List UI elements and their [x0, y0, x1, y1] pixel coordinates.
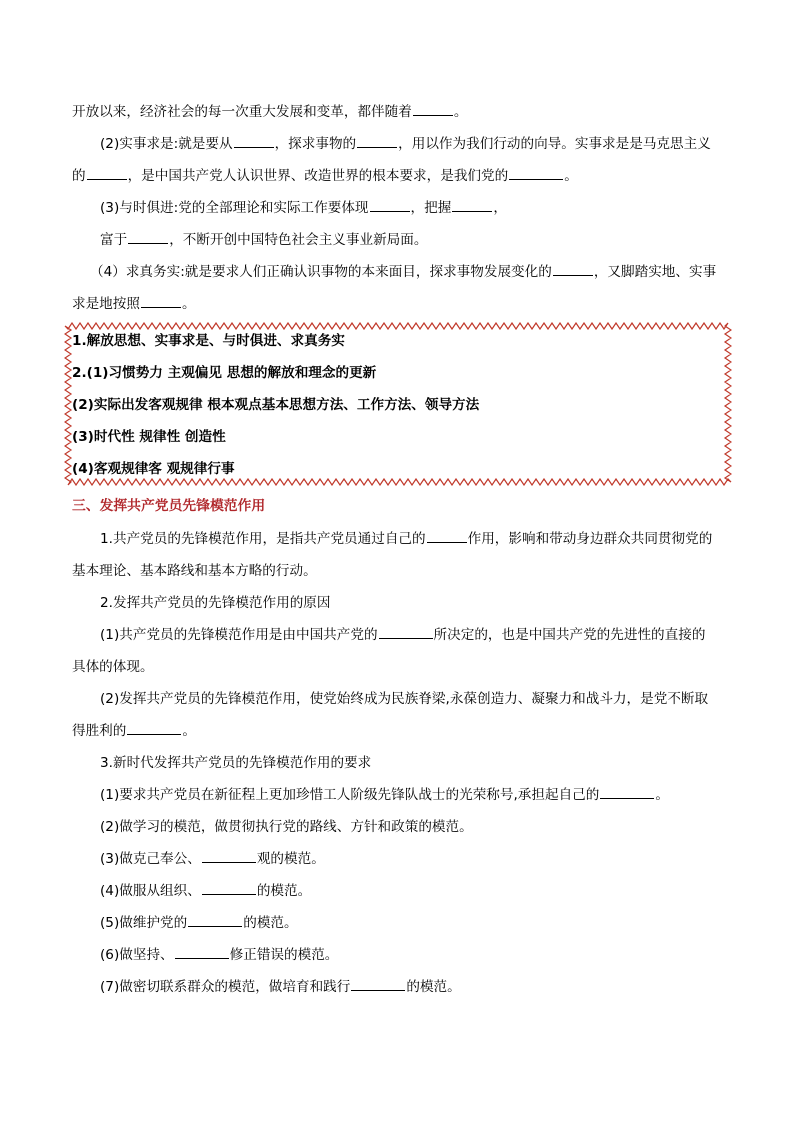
fill-blank[interactable]	[141, 295, 181, 308]
text-line	[100, 199, 507, 217]
text-line: 具体的体现。	[72, 659, 154, 675]
text: 得胜利的	[72, 723, 127, 739]
text: ，又脚踏实地、实事	[593, 264, 717, 280]
text: 的模范。	[256, 883, 312, 899]
fill-blank[interactable]	[127, 722, 181, 735]
text-line	[100, 914, 298, 932]
text: (1)共产党员的先锋模范作用是由中国共产党的	[100, 627, 378, 643]
fill-blank[interactable]	[600, 786, 654, 799]
text-line: 3.新时代发挥共产党员的先锋模范作用的要求	[100, 755, 372, 771]
fill-blank[interactable]	[413, 103, 453, 116]
text: ，不断开创中国特色社会主义事业新局面。	[169, 232, 428, 248]
text: (3)做克己奉公、	[100, 851, 201, 867]
answer-line: 1.解放思想、实事求是、与时俱进、求真务实	[72, 333, 345, 349]
text: (6)做坚持、	[100, 947, 174, 963]
fill-blank[interactable]	[509, 167, 563, 180]
text-line	[100, 882, 311, 900]
section-heading: 三、发挥共产党员先锋模范作用	[72, 498, 266, 514]
text: 的模范。	[243, 915, 298, 931]
text-line	[100, 786, 669, 804]
text-line	[72, 167, 578, 185]
text: (5)做维护党的	[100, 915, 188, 931]
fill-blank[interactable]	[370, 199, 410, 212]
text: 所决定的，也是中国共产党的先进性的直接的	[433, 627, 706, 643]
text-line: 基本理论、基本路线和基本方略的行动。	[72, 563, 317, 579]
text: 修正错误的模范。	[229, 947, 339, 963]
text-line: (2)做学习的模范，做贯彻执行党的路线、方针和政策的模范。	[100, 819, 473, 835]
answer-line: (4)客观规律客 观规律行事	[72, 461, 235, 477]
text: (2)实事求是:就是要从	[100, 136, 233, 152]
fill-blank[interactable]	[351, 978, 405, 991]
text-line: 2.发挥共产党员的先锋模范作用的原因	[100, 595, 331, 611]
text: （4）求真务实:就是要求人们正确认识事物的本来面目，探求事物发展变化的	[90, 264, 552, 280]
fill-blank[interactable]	[427, 530, 467, 543]
text: 观的模范。	[256, 851, 325, 867]
text: ，是中国共产党人认识世界、改造世界的根本要求，是我们党的	[127, 168, 509, 184]
text-line	[100, 135, 711, 153]
text: ，	[493, 200, 507, 216]
text: 开放以来，经济社会的每一次重大发展和变革，都伴随着	[72, 104, 412, 120]
text-line	[100, 946, 338, 964]
text-line	[100, 231, 427, 249]
text-line	[90, 263, 716, 281]
fill-blank[interactable]	[553, 263, 593, 276]
text-line	[100, 530, 712, 548]
text: 。	[453, 104, 468, 120]
text: 的模范。	[406, 979, 461, 995]
fill-blank[interactable]	[234, 135, 274, 148]
text: (7)做密切联系群众的模范，做培育和践行	[100, 979, 351, 995]
text-line	[72, 722, 196, 740]
answer-line: (2)实际出发客观规律 根本观点基本思想方法、工作方法、领导方法	[72, 397, 480, 413]
fill-blank[interactable]	[87, 167, 127, 180]
text: 求是地按照	[72, 296, 140, 312]
text: 。	[181, 296, 196, 312]
text: (4)做服从组织、	[100, 883, 201, 899]
text: (1)要求共产党员在新征程上更加珍惜工人阶级先锋队战士的光荣称号,承担起自己的	[100, 787, 600, 803]
text: ，用以作为我们行动的向导。实事求是是马克思主义	[398, 136, 711, 152]
text: ，探求事物的	[274, 136, 357, 152]
text: 。	[655, 787, 669, 803]
text: 。	[182, 723, 196, 739]
fill-blank[interactable]	[128, 231, 168, 244]
text: 。	[564, 168, 578, 184]
text-line	[100, 626, 705, 644]
text: 的	[72, 168, 86, 184]
fill-blank[interactable]	[175, 946, 229, 959]
text-line: (2)发挥共产党员的先锋模范作用，使党始终成为民族脊梁,永葆创造力、凝聚力和战斗力，是党不断取	[100, 691, 709, 707]
text: 1.共产党员的先锋模范作用，是指共产党员通过自己的	[100, 531, 426, 547]
text-line	[72, 295, 196, 313]
fill-blank[interactable]	[188, 914, 242, 927]
text: ，把握	[410, 200, 452, 216]
fill-blank[interactable]	[452, 199, 492, 212]
fill-blank[interactable]	[202, 850, 256, 863]
answer-line: 2.(1)习惯势力 主观偏见 思想的解放和理念的更新	[72, 365, 377, 381]
text-line	[100, 850, 325, 868]
text: (3)与时俱进:党的全部理论和实际工作要体现	[100, 200, 369, 216]
answer-line: (3)时代性 规律性 创造性	[72, 429, 226, 445]
fill-blank[interactable]	[379, 626, 433, 639]
text: 作用，影响和带动身边群众共同贯彻党的	[467, 531, 713, 547]
text: 富于	[100, 232, 128, 248]
fill-blank[interactable]	[357, 135, 397, 148]
text-line	[72, 103, 467, 121]
text-line	[100, 978, 461, 996]
fill-blank[interactable]	[202, 882, 256, 895]
